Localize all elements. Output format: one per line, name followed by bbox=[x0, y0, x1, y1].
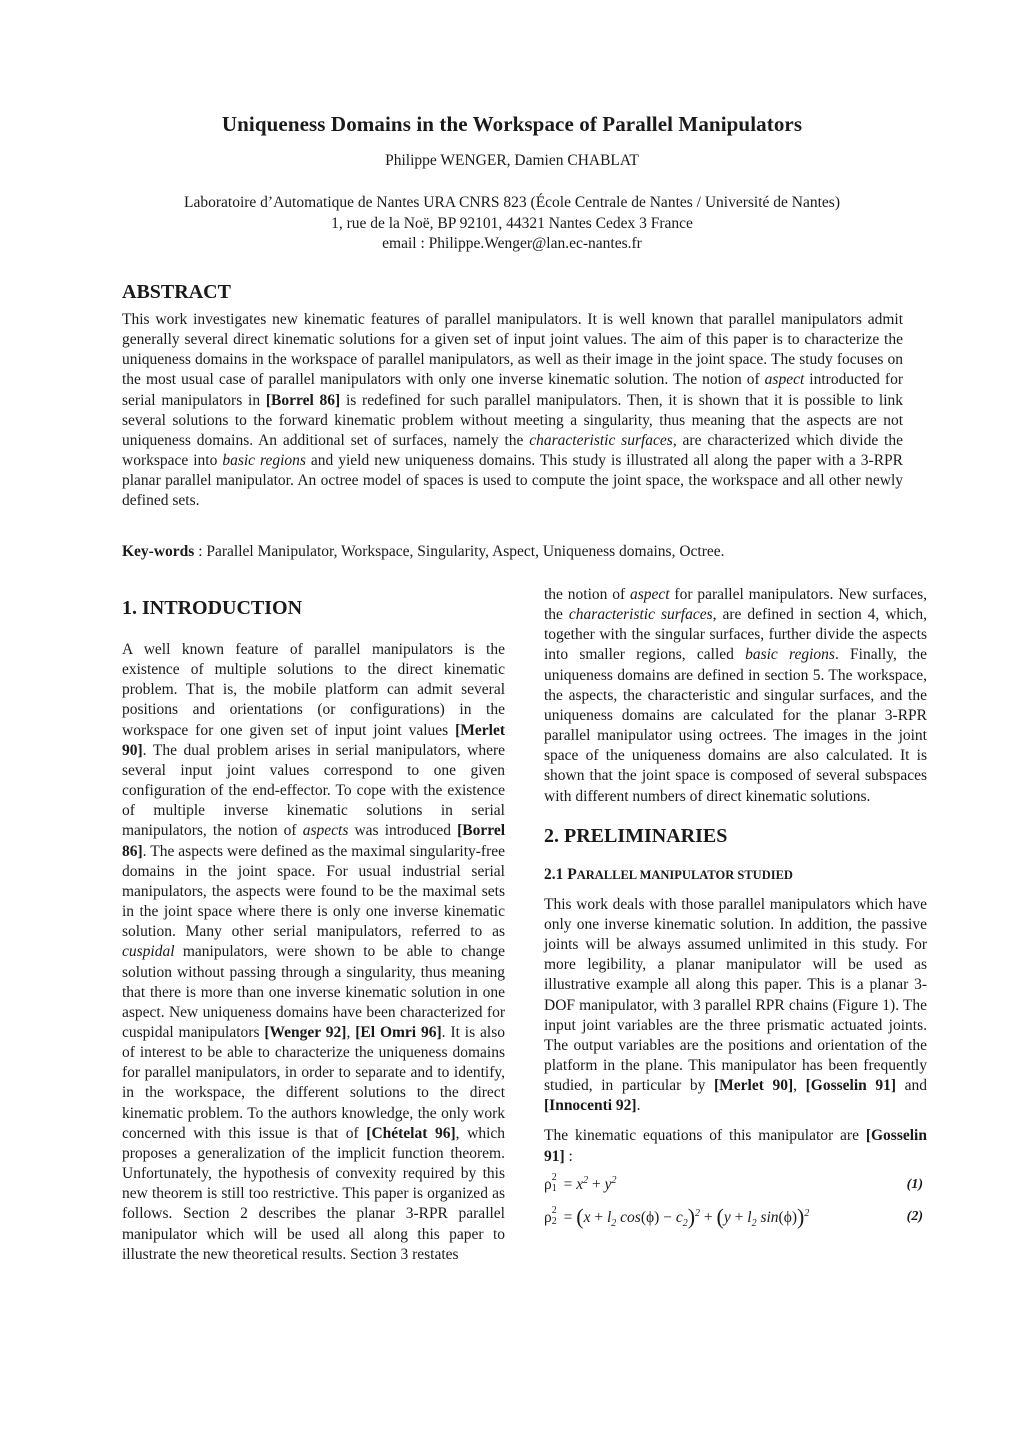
intro-continued-paragraph: the notion of aspect for parallel manipulators. New surfaces, the characteristic surfaces, are defined in section 4, which, together with the singular surfaces, further divide the aspects into smaller regions, called basic regions. Finally, the uniqueness domains are defined in section 5. The workspace, the aspects, the characteristic and singular surfaces, and the uniqueness domains are calculated for the planar 3-RPR parallel manipulator using octrees. The images in the joint space of the uniqueness domains are also calculated. It is shown that the joint space is composed of several subspaces with different numbers of direct kinematic solutions. bbox=[544, 586, 928, 805]
intro-heading: 1. INTRODUCTION bbox=[122, 597, 303, 619]
equation-2 bbox=[544, 1203, 927, 1231]
abstract-heading: ABSTRACT bbox=[122, 281, 231, 303]
affiliation bbox=[0, 193, 1024, 255]
abstract-text: This work investigates new kinematic features of parallel manipulators. It is well known that parallel manipulators admit generally several direct kinematic solutions for a given set of input joint values. The aim of this paper is to characterize the uniqueness domains in the workspace of parallel manipulators, as well as their image in the joint space. The study focuses on the most usual case of parallel manipulators with only one inverse kinematic solution. The notion of aspect introducted for serial manipulators in [Borrel 86] is redefined for such parallel manipulators. Then, it is shown that it is possible to link several solutions to the forward kinematic problem without meeting a singularity, thus meaning that the aspects are not uniqueness domains. An additional set of surfaces, namely the characteristic surfaces, are characterized which divide the workspace into basic regions and yield new uniqueness domains. This study is illustrated all along the paper with a 3-RPR planar parallel manipulator. An octree model of spaces is used to compute the joint space, the workspace and all other newly defined sets. bbox=[122, 311, 904, 510]
keywords-label: Key-words bbox=[122, 543, 195, 560]
equation-1 bbox=[544, 1171, 927, 1199]
equation-2-number: (2) bbox=[906, 1208, 923, 1224]
kinematic-equations-intro: The kinematic equations of this manipulator are [Gosselin 91] : bbox=[544, 1127, 927, 1165]
right-column bbox=[544, 585, 927, 1231]
keywords-text: : Parallel Manipulator, Workspace, Singularity, Aspect, Uniqueness domains, Octree. bbox=[194, 543, 725, 560]
equation-1-expression: ρ 2 1 = $x^2 + y^2$ bbox=[544, 1172, 617, 1195]
equation-1-number: (1) bbox=[906, 1176, 923, 1192]
address-line: 1, rue de la Noë, BP 92101, 44321 Nantes Cedex 3 France bbox=[331, 214, 693, 232]
paper-title: Uniqueness Domains in the Workspace of Parallel Manipulators bbox=[221, 112, 803, 136]
email-line: email : Philippe.Wenger@lan.ec-nantes.fr bbox=[382, 235, 642, 252]
left-column bbox=[122, 596, 505, 1265]
affiliation-line: Laboratoire d’Automatique de Nantes URA CNRS 823 (École Centrale de Nantes / Université de Nantes) bbox=[184, 194, 840, 211]
subsection-heading: 2.1 PARALLEL MANIPULATOR STUDIED bbox=[544, 865, 793, 883]
keywords bbox=[122, 542, 903, 562]
intro-paragraph: A well known feature of parallel manipulators is the existence of multiple solutions to the direct kinematic problem. That is, the mobile platform can admit several positions and orientations (or configurations) in the workspace for one given set of input joint values [Merlet 90]. The dual problem arises in serial manipulators, where several input joint values correspond to one given configuration of the end-effector. To cope with the existence of multiple inverse kinematic solutions in serial manipulators, the notion of aspects was introduced [Borrel 86]. The aspects were defined as the maximal singularity-free domains in the joint space. For usual industrial serial manipulators, the aspects were found to be the maximal sets in the joint space where there is only one inverse kinematic solution. Many other serial manipulators, referred to as cuspidal manipulators, were shown to be able to change solution without passing through a singularity, thus meaning that there is more than one inverse kinematic solution in one aspect. New uniqueness domains have been characterized for cuspidal manipulators [Wenger 92], [El Omri 96]. It is also of interest to be able to characterize the uniqueness domains for parallel manipulators, in order to separate and to identify, in the workspace, the different solutions to the direct kinematic problem. To the authors knowledge, the only work concerned with this issue is that of [Chételat 96], which proposes a generalization of the implicit function theorem. Unfortunately, the hypothesis of convexity required by this new theorem is still too restrictive. This paper is organized as follows. Section 2 describes the planar 3-RPR parallel manipulator which will be used all along this paper to illustrate the new theoretical results. Section 3 restates bbox=[122, 641, 506, 1263]
preliminaries-heading: 2. PRELIMINARIES bbox=[544, 824, 728, 847]
equation-2-expression: ρ 2 2 = ($x + l_2$ $\cos(\phi) - c_2)^2 + (y + l_2$ sin(ϕ))$^2$ bbox=[544, 1203, 810, 1229]
manipulator-paragraph: This work deals with those parallel manipulators which have only one inverse kinematic solution. In addition, the passive joints will be always assumed unlimited in this study. For more legibility, a planar manipulator will be used as illustrative example all along this paper. This is a planar 3-DOF manipulator, with 3 parallel RPR chains (Figure 1). The input joint variables are the three prismatic actuated joints. The output variables are the positions and orientation of the platform in the plane. This manipulator has been frequently studied, in particular by [Merlet 90], [Gosselin 91] and [Innocenti 92]. bbox=[544, 895, 928, 1115]
paper-authors: Philippe WENGER, Damien CHABLAT bbox=[385, 152, 639, 169]
